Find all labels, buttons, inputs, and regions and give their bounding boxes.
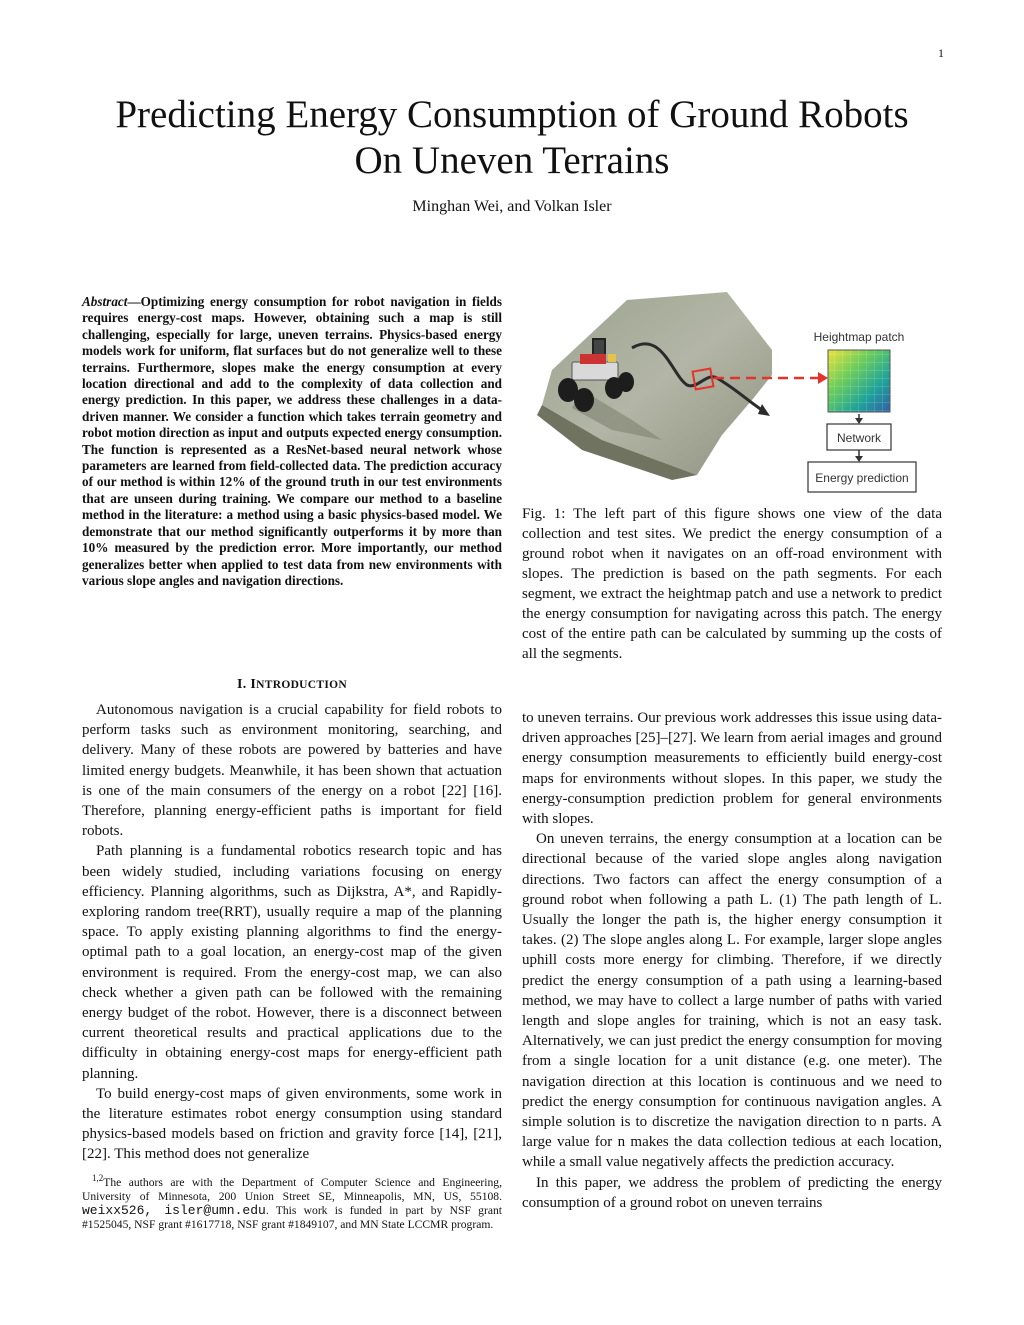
footnote-funding: . This work is funded in part by NSF grant #1525045, NSF grant #1617718, NSF grant #1849107, and MN State LCCMR program. [82, 1203, 502, 1231]
intro-paragraph: Autonomous navigation is a crucial capability for field robots to perform tasks such as environment monitoring, searching, and delivery. Many of these robots are powered by batteries and have limited energy budgets. Meanwhile, it has been shown that actuation is one of the main consumers of the energy on a robot [22] [16]. Therefore, planning energy-efficient paths is important for field robots. [82, 702, 502, 840]
introduction-right-column [522, 708, 942, 1213]
arrow-head-energy [855, 456, 863, 462]
dashed-arrow-head [818, 372, 828, 384]
figure-caption: Fig. 1: The left part of this figure shows one view of the data collection and test sites. We predict the energy consumption of a ground robot when it navigates on an off-road environment with slopes. The prediction is based on the path segments. For each segment, we extract the heightmap patch and use a network to predict the energy consumption for navigating across this patch. The energy cost of the entire path can be calculated by summing up the costs of all the segments. [522, 506, 942, 662]
title-line-1: Predicting Energy Consumption of Ground Robots [115, 93, 909, 136]
title-line-2: On Uneven Terrains [354, 139, 670, 182]
heightmap-patch [828, 350, 890, 412]
introduction-left-column [82, 700, 502, 1165]
energy-prediction-label: Energy prediction [815, 471, 909, 485]
intro-paragraph: On uneven terrains, the energy consumption at a location can be directional because of the varied slope angles along navigation directions. Two factors can affect the energy consumption of a ground robot when following a path L. (1) The path length of L. Usually the longer the path is, the higher energy consumption it takes. (2) The slope angles along L. For example, larger slope angles uphill costs more energy for climbing. Therefore, if we directly predict the energy consumption of a path using a learning-based method, we may have to collect a large number of paths with varied length and slope angles for training, which is not an easy task. Alternatively, we can just predict the energy consumption for moving from a single location for a unit distance (e.g. one meter). The navigation direction at this location is continuous and we need to predict the energy consumption for continuous navigation angles. A simple solution is to discretize the navigation direction to n parts. A large value for n makes the data collection tedious at each location, while a small value negatively affects the prediction accuracy. [522, 831, 942, 1171]
authors: Minghan Wei, and Volkan Isler [412, 198, 612, 215]
footnote-affiliation: The authors are with the Department of Computer Science and Engineering, University of Minnesota, 200 Union Street SE, Minneapolis, MN, US, 55108. [82, 1175, 502, 1203]
intro-paragraph: To build energy-cost maps of given environments, some work in the literature estimates robot energy consumption using standard physics-based models based on friction and gravity force [14], [21], [22]. This method does not generalize [82, 1085, 502, 1163]
section-first-letter: I [250, 677, 257, 692]
abstract-text: —Optimizing energy consumption for robot navigation in fields requires energy-cost maps. However, obtaining such a map is still challenging, especially for large, uneven terrains. Physics-based energy models work for uniform, flat surfaces but do not generalize well to these terrains. Furthermore, slopes make the energy consumption at every location directional and add to the complexity of data collection and energy prediction. In this paper, we address these challenges in a data-driven manner. We consider a function which takes terrain geometry and robot motion direction as input and outputs expected energy consumption. The function is represented as a ResNet-based neural network whose parameters are learned from field-collected data. The prediction accuracy of our method is within 12% of the ground truth in our test environments that are unseen during training. We compare our method to a baseline method in the literature: a method using a basic physics-based model. We demonstrate that our method significantly outperforms it by more than 10% measured by the prediction error. More importantly, our method generalizes better when applied to test data from new environments with various slope angles and navigation directions. [82, 294, 502, 588]
network-label: Network [836, 431, 882, 445]
paper-title [60, 92, 964, 184]
footnote-emails: weixx526, isler@umn.edu [82, 1202, 266, 1218]
section-title-rest: NTRODUCTION [256, 679, 347, 691]
section-number: I. [237, 677, 247, 692]
abstract-label: Abstract [82, 294, 128, 309]
page-number: 1 [938, 46, 944, 60]
footnote-marker: 1,2 [92, 1173, 104, 1183]
arrow-head-network [855, 418, 863, 424]
abstract [82, 294, 502, 589]
intro-paragraph: In this paper, we address the problem of predicting the energy consumption of a ground robot on uneven terrains [522, 1174, 942, 1211]
heightmap-label: Heightmap patch [813, 330, 905, 344]
path-arrow-head [758, 404, 770, 416]
footnote [82, 1171, 502, 1232]
intro-paragraph: Path planning is a fundamental robotics research topic and has been widely studied, including variations focusing on energy efficiency. Planning algorithms, such as Dijkstra, A*, and Rapidly-exploring random tree(RRT), usually require a map of the planning space. To apply existing planning algorithms to find the energy-optimal path to a goal location, an energy-cost map of the given environment is required. From the energy-cost map, we can also check whether a given path can be followed with the remaining energy budget of the robot. However, there is a disconnect between current theoretical results and practical applications due to the difficulty in obtaining energy-cost maps for energy-efficient path planning. [82, 843, 502, 1082]
intro-paragraph: to uneven terrains. Our previous work addresses this issue using data-driven approaches [25]–[27]. We learn from aerial images and ground energy consumption measurements to efficiently build energy-cost maps for environments without slopes. In this paper, we study the energy-consumption prediction problem for general environments with slopes. [522, 710, 942, 828]
figure-1 [522, 290, 942, 500]
section-heading [82, 677, 502, 693]
